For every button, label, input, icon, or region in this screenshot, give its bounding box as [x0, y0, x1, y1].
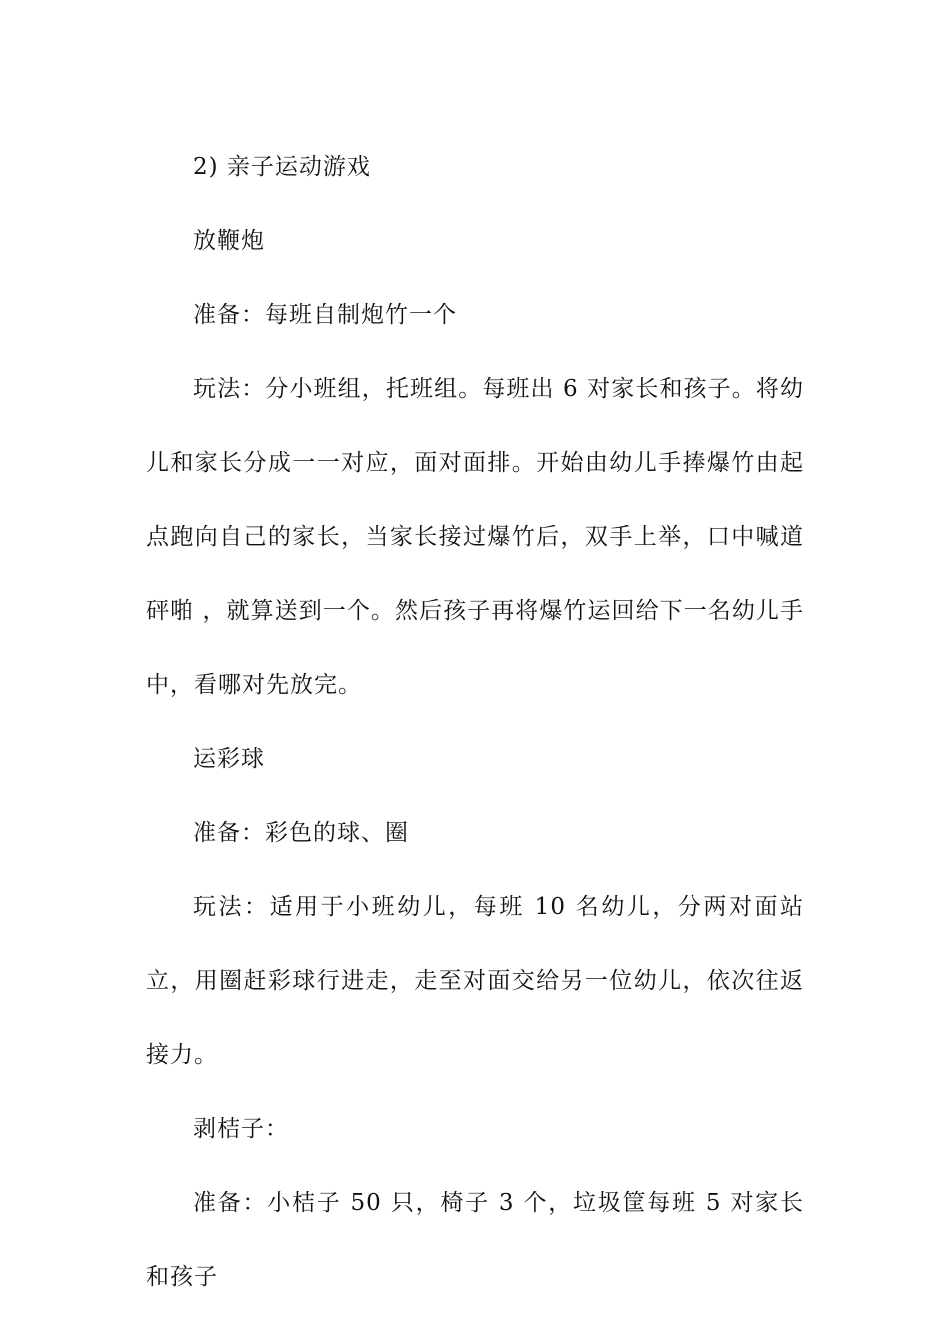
game-title-firecracker: 放鞭炮: [193, 228, 265, 254]
game-rules-firecracker: 玩法：分小班组，托班组。每班出 6 对家长和孩子。将幼儿和家长分成一一对应，面对面排。开始由幼儿手捧爆竹由起点跑向自己的家长，当家长接过爆竹后，双手上举，口中喊道砰啪 ，就算送到一个。然后孩子再将爆竹运回给下一名幼儿手中，看哪对先放完。: [146, 376, 804, 698]
game-preparation-firecracker: 准备：每班自制炮竹一个: [193, 302, 457, 328]
game-title-peel-orange: 剥桔子：: [193, 1116, 289, 1142]
game-rules-color-ball: 玩法：适用于小班幼儿，每班 10 名幼儿，分两对面站立，用圈赶彩球行进走，走至对面交给另一位幼儿，依次往返接力。: [146, 894, 804, 1068]
game-title-color-ball: 运彩球: [193, 746, 265, 772]
section-title: 2) 亲子运动游戏: [193, 154, 371, 180]
game-preparation-color-ball: 准备：彩色的球、圈: [193, 820, 409, 846]
game-preparation-peel-orange: 准备：小桔子 50 只，椅子 3 个，垃圾筐每班 5 对家长和孩子: [146, 1190, 804, 1290]
